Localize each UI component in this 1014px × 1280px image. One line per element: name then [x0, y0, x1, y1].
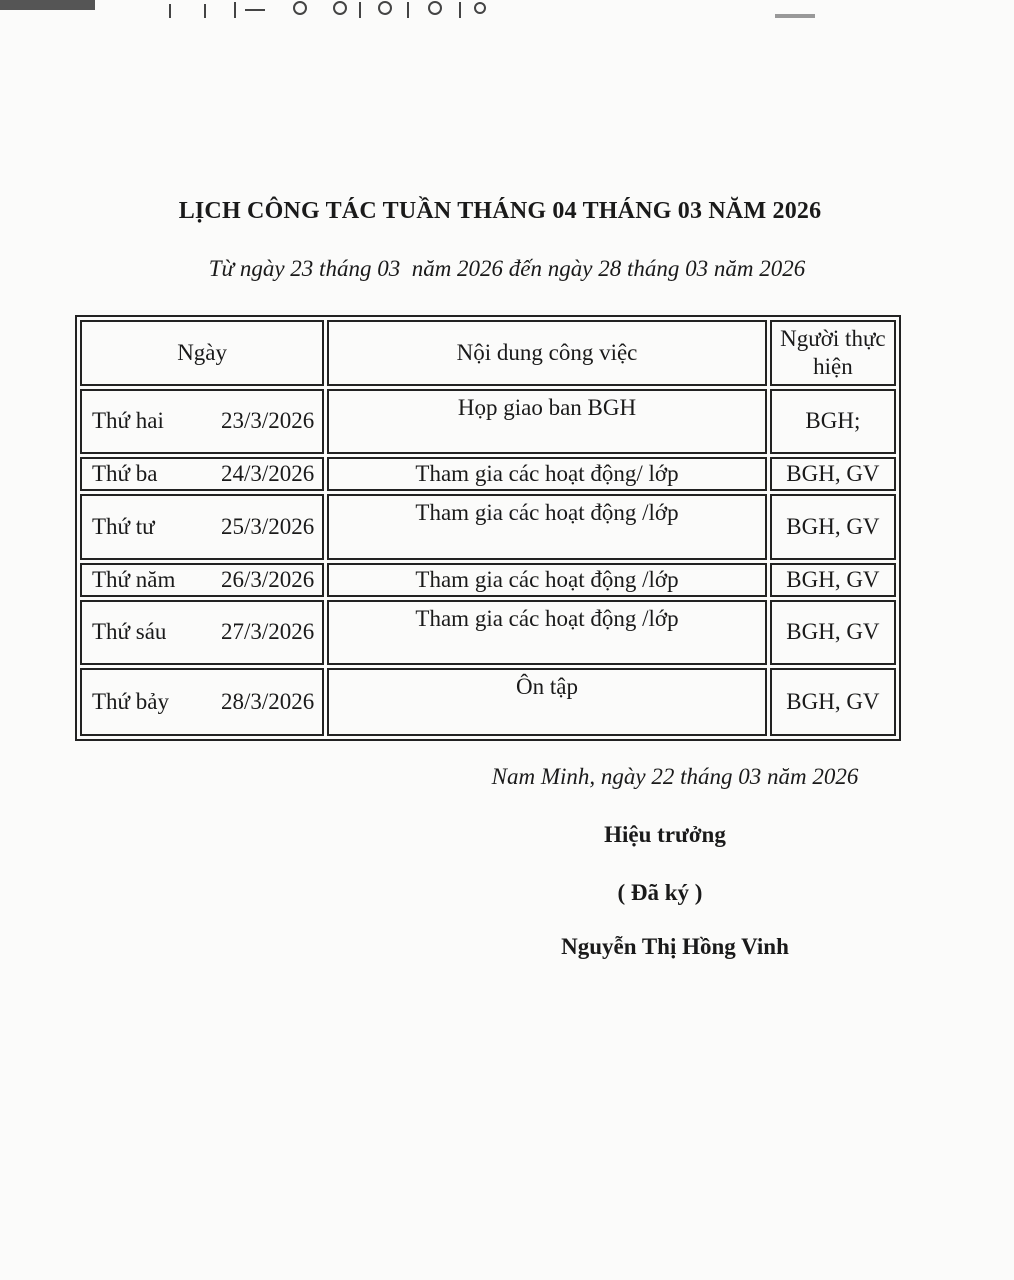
assignee-cell: BGH, GV [770, 600, 896, 666]
date: 27/3/2026 [220, 619, 315, 645]
assignee-cell: BGH, GV [770, 668, 896, 736]
assignee-cell: BGH, GV [770, 494, 896, 560]
signer-role: Hiệu trưởng [604, 822, 726, 847]
document-title: LỊCH CÔNG TÁC TUẦN THÁNG 04 THÁNG 03 NĂM 2026 [178, 198, 822, 224]
day-cell [80, 494, 324, 560]
assignee-cell: BGH, GV [770, 457, 896, 491]
day-cell [80, 563, 324, 597]
task-cell: Họp giao ban BGH [327, 389, 767, 455]
task-cell: Tham gia các hoạt động /lớp [327, 494, 767, 560]
date: 26/3/2026 [220, 566, 315, 592]
header-day: Ngày [80, 320, 324, 386]
table-row [80, 668, 896, 736]
header-assignee: Người thực hiện [770, 320, 896, 386]
weekday: Thứ ba [92, 461, 158, 487]
task-cell: Tham gia các hoạt động/ lớp [327, 457, 767, 491]
day-cell [80, 600, 324, 666]
weekday: Thứ bảy [92, 689, 169, 715]
schedule-table [75, 315, 901, 741]
date: 23/3/2026 [220, 408, 315, 434]
table-row [80, 389, 896, 455]
header-content: Nội dung công việc [327, 320, 767, 386]
weekday: Thứ năm [92, 566, 176, 592]
table-row [80, 494, 896, 560]
day-cell [80, 457, 324, 491]
date: 28/3/2026 [220, 689, 315, 715]
date: 25/3/2026 [220, 513, 315, 539]
day-cell [80, 668, 324, 736]
weekday: Thứ sáu [92, 619, 167, 645]
scan-artifact-top [0, 0, 1014, 22]
weekday: Thứ hai [92, 408, 164, 434]
table-row [80, 457, 896, 491]
weekday: Thứ tư [92, 513, 155, 539]
assignee-cell: BGH; [770, 389, 896, 455]
task-cell: Ôn tập [327, 668, 767, 736]
task-cell: Tham gia các hoạt động /lớp [327, 563, 767, 597]
date: 24/3/2026 [220, 461, 315, 487]
table-row [80, 600, 896, 666]
table-header-row [80, 320, 896, 386]
signer-name: Nguyễn Thị Hồng Vinh [561, 934, 789, 959]
place-date: Nam Minh, ngày 22 tháng 03 năm 2026 [491, 764, 859, 789]
table-row [80, 563, 896, 597]
cutoff-text-artifact [150, 0, 590, 18]
task-cell: Tham gia các hoạt động /lớp [327, 600, 767, 666]
signed-note: ( Đã ký ) [617, 880, 703, 905]
document-subtitle: Từ ngày 23 tháng 03 năm 2026 đến ngày 28 tháng 03 năm 2026 [208, 256, 806, 281]
day-cell [80, 389, 324, 455]
assignee-cell: BGH, GV [770, 563, 896, 597]
